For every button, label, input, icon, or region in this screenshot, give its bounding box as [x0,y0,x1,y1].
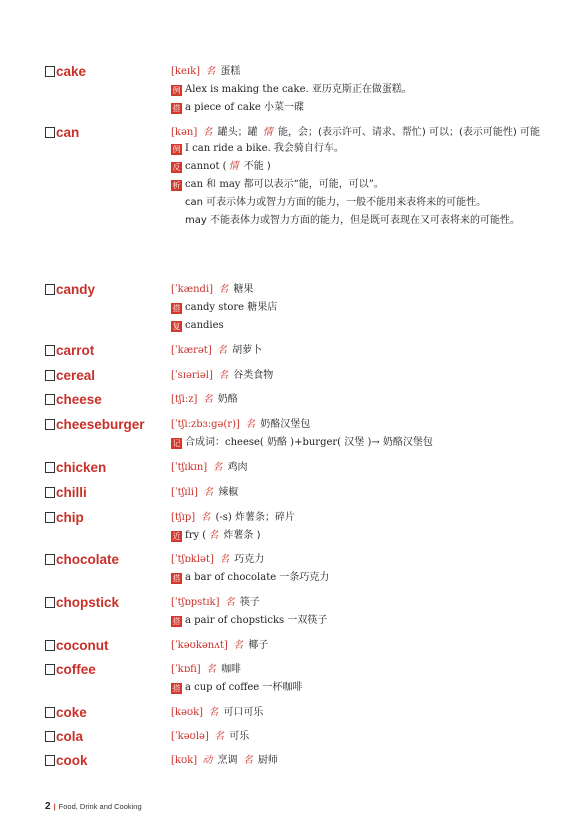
part-of-speech: 名 [202,394,213,405]
headword [45,485,87,501]
example-text: can 和 may 都可以表示“能，可能，可以”。 [185,179,384,190]
definition-line [171,82,541,100]
headword-text: coffee [56,662,96,677]
checkbox-icon[interactable] [45,707,55,718]
part-of-speech: 情 [262,127,273,138]
headword-text: cereal [56,368,96,383]
meaning: 厨师 [257,755,278,766]
label-tag-icon: 例 [172,145,181,154]
definitions [171,705,541,723]
label-tag-icon: 记 [172,439,181,448]
checkbox-icon[interactable] [45,640,55,651]
example-text: a cup of coffee 一杯咖啡 [185,682,303,693]
headword-text: chip [56,510,84,525]
meaning: may 不能表体力或智力方面的能力，但是既可表现在又可表将来的可能性。 [185,215,520,226]
example-text: candies [185,320,224,331]
definition-line [171,343,541,361]
meaning: 奶酪 [217,394,238,405]
meaning: 糖果 [233,284,254,295]
checkbox-icon[interactable] [45,345,55,356]
headword [45,282,95,298]
example-text: 合成词：cheese( 奶酪 )+burger( 汉堡 )→ 奶酪汉堡包 [185,437,433,448]
example-text: (-s) 炸薯条；碎片 [215,512,296,523]
headword [45,343,94,359]
definition-line [171,753,541,771]
definition-line [171,595,541,613]
headword [45,729,83,745]
definition-line [171,125,541,141]
example-text: candy store 糖果店 [185,302,278,313]
checkbox-icon[interactable] [45,462,55,473]
page-footer [45,801,142,812]
definition-line [171,300,541,318]
pronunciation: [ˈkəʊkənʌt] [171,640,228,651]
meaning: 炸薯条 ) [223,530,261,541]
meaning: 罐头；罐 [217,127,258,138]
definition-line [171,485,541,503]
label-tag-icon: 反 [172,163,181,172]
checkbox-icon[interactable] [45,512,55,523]
definitions [171,392,541,410]
checkbox-icon[interactable] [45,394,55,405]
pronunciation: [ˈkærət] [171,345,212,356]
definition-line [171,510,541,528]
headword-text: cheese [56,392,102,407]
definitions [171,595,541,631]
pronunciation: [ˈtʃɪkɪn] [171,462,208,473]
meaning: 可乐 [229,731,250,742]
definition-line [171,100,541,118]
headword [45,595,119,611]
definitions [171,282,541,336]
label-tag-icon: 析 [172,181,181,190]
part-of-speech: 名 [212,462,223,473]
part-of-speech: 名 [216,345,227,356]
headword-text: cook [56,753,88,768]
meaning: 蛋糕 [220,66,241,77]
headword-text: chocolate [56,552,120,567]
checkbox-icon[interactable] [45,554,55,565]
definition-line [171,213,541,229]
section-title: Food, Drink and Cooking [58,802,142,811]
label-tag-icon: 近 [172,532,181,541]
definition-line [171,392,541,410]
part-of-speech: 名 [242,755,253,766]
headword-text: cheeseburger [56,417,145,432]
definition-line [171,729,541,747]
part-of-speech: 名 [208,707,219,718]
part-of-speech: 动 [202,755,213,766]
pronunciation: [ˈtʃɒklət] [171,554,214,565]
definition-line [171,318,541,336]
meaning: 胡萝卜 [232,345,263,356]
definitions [171,485,541,503]
checkbox-icon[interactable] [45,664,55,675]
example-text: Alex is making the cake. 亚历克斯正在做蛋糕。 [185,84,412,95]
pronunciation: [tʃɪp] [171,512,196,523]
headword-text: chopstick [56,595,120,610]
part-of-speech: 名 [218,284,229,295]
footer-separator: | [53,802,56,811]
pronunciation: [ˈkɒfi] [171,664,201,675]
checkbox-icon[interactable] [45,731,55,742]
part-of-speech: 名 [224,597,235,608]
pronunciation: [kʊk] [171,755,198,766]
definition-line [171,435,541,453]
definition-line [171,159,541,177]
checkbox-icon[interactable] [45,284,55,295]
definitions [171,729,541,747]
headword [45,662,96,678]
definitions [171,510,541,546]
headword-text: cake [56,64,87,79]
meaning: 不能 ) [243,161,271,172]
definition-line [171,282,541,300]
headword [45,368,95,384]
definitions [171,64,541,118]
meaning: 辣椒 [218,487,239,498]
example-text: a pair of chopsticks 一双筷子 [185,615,328,626]
part-of-speech: 名 [218,370,229,381]
pronunciation: [ˈsɪəriəl] [171,370,213,381]
label-tag-icon: 例 [172,86,181,95]
pronunciation: [kən] [171,127,198,138]
part-of-speech: 名 [245,419,256,430]
definition-line [171,417,541,435]
meaning: 可口可乐 [223,707,264,718]
pronunciation: [ˈkændi] [171,284,214,295]
checkbox-icon[interactable] [45,487,55,498]
headword [45,417,145,433]
meaning: 筷子 [239,597,260,608]
meaning: 能，会；(表示许可、请求、帮忙) 可以；(表示可能性) 可能 [277,127,540,138]
headword-text: chilli [56,485,87,500]
checkbox-icon[interactable] [45,597,55,608]
headword [45,392,102,408]
part-of-speech: 名 [205,664,216,675]
headword-text: can [56,125,80,140]
definition-line [171,528,541,546]
meaning: 咖啡 [221,664,242,675]
definitions [171,552,541,588]
part-of-speech: 名 [200,512,211,523]
part-of-speech: 名 [202,127,213,138]
checkbox-icon[interactable] [45,66,55,77]
checkbox-icon[interactable] [45,755,55,766]
part-of-speech: 名 [214,731,225,742]
example-text: fry ( [185,530,207,541]
headword [45,64,86,80]
pronunciation: [tʃiːz] [171,394,198,405]
headword [45,552,119,568]
headword-text: coconut [56,638,109,653]
definition-line [171,368,541,386]
page-number: 2 [45,801,51,812]
part-of-speech: 名 [208,530,219,541]
definition-line [171,705,541,723]
definitions [171,662,541,698]
pronunciation: [ˈtʃɪli] [171,487,198,498]
definitions [171,417,541,453]
example-text: a piece of cake 小菜一碟 [185,102,304,113]
definition-line [171,552,541,570]
label-tag-icon: 搭 [172,684,181,693]
checkbox-icon[interactable] [45,127,55,138]
headword [45,125,79,141]
headword-text: cola [56,729,84,744]
definition-line [171,680,541,698]
definitions [171,753,541,771]
part-of-speech: 名 [205,66,216,77]
definition-line [171,177,541,195]
definition-line [171,460,541,478]
definitions [171,638,541,656]
headword [45,753,88,769]
meaning: 奶酪汉堡包 [260,419,311,430]
pronunciation: [ˈkəʊlə] [171,731,209,742]
checkbox-icon[interactable] [45,370,55,381]
example-text: cannot ( [185,161,227,172]
headword-text: candy [56,282,96,297]
meaning: 谷类食物 [233,370,274,381]
definition-line [171,638,541,656]
pronunciation: [ˈtʃiːzbɜːgə(r)] [171,419,240,430]
definition-line [171,570,541,588]
headword-text: chicken [56,460,107,475]
pronunciation: [keɪk] [171,66,201,77]
definition-line [171,195,541,213]
definition-line [171,613,541,631]
label-tag-icon: 搭 [172,304,181,313]
headword [45,638,109,654]
pronunciation: [kəʊk] [171,707,204,718]
definitions [171,125,541,229]
part-of-speech: 情 [228,161,239,172]
part-of-speech: 名 [233,640,244,651]
definitions [171,368,541,386]
definition-line [171,662,541,680]
definitions [171,460,541,478]
meaning: 巧克力 [234,554,265,565]
headword [45,460,106,476]
definitions [171,343,541,361]
meaning: 椰子 [248,640,269,651]
part-of-speech: 名 [203,487,214,498]
meaning: 烹调 [217,755,238,766]
label-tag-icon: 搭 [172,617,181,626]
example-text: a bar of chocolate 一条巧克力 [185,572,330,583]
headword-text: carrot [56,343,95,358]
label-tag-icon: 搭 [172,574,181,583]
headword [45,510,84,526]
example-text: I can ride a bike. 我会骑自行车。 [185,143,344,154]
definition-line [171,141,541,159]
checkbox-icon[interactable] [45,419,55,430]
meaning: can 可表示体力或智力方面的能力，一般不能用来表将来的可能性。 [185,197,487,208]
headword-text: coke [56,705,87,720]
pronunciation: [ˈtʃɒpstɪk] [171,597,220,608]
headword [45,705,87,721]
definition-line [171,64,541,82]
label-tag-icon: 搭 [172,104,181,113]
meaning: 鸡肉 [227,462,248,473]
label-tag-icon: 复 [172,322,181,331]
part-of-speech: 名 [219,554,230,565]
